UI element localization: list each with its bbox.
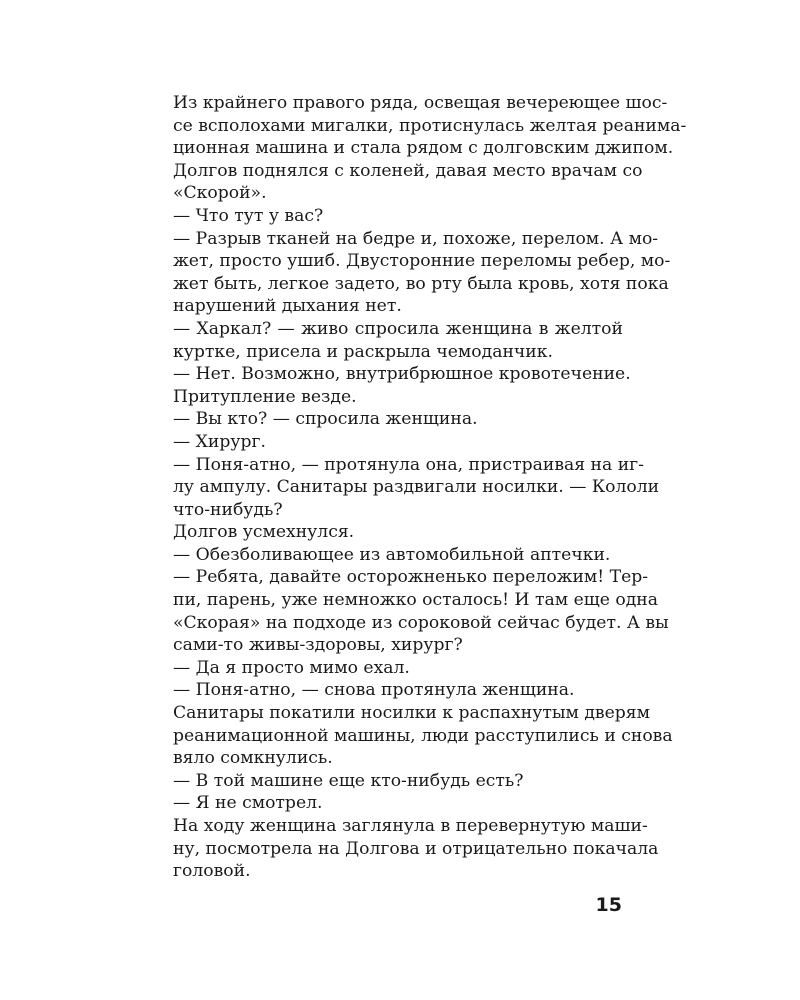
- text-line: сами-то живы-здоровы, хирург?: [173, 635, 463, 656]
- text-line: — Поня-атно, — снова протянула женщина.: [173, 680, 575, 701]
- page-number: 15: [595, 894, 622, 916]
- text-line: — Да я просто мимо ехал.: [173, 657, 410, 678]
- text-line: се всполохами мигалки, протиснулась желтая реанима-: [173, 115, 687, 136]
- text-line: — Хирург.: [173, 431, 266, 452]
- text-line: — Поня-атно, — протянула она, пристраивая на иг-: [173, 454, 644, 475]
- text-line: Из крайнего правого ряда, освещая вечереющее шос-: [173, 93, 668, 113]
- text-line: — Нет. Возможно, внутрибрюшное кровотечение.: [173, 364, 631, 385]
- text-line: ционная машина и стала рядом с долговским джипом.: [173, 138, 674, 159]
- text-line: лу ампулу. Санитары раздвигали носилки. — Кололи: [173, 477, 660, 498]
- text-line: — Разрыв тканей на бедре и, похоже, перелом. А мо-: [173, 228, 659, 249]
- text-line: жет, просто ушиб. Двусторонние переломы ребер, мо-: [173, 251, 671, 272]
- body-text: [173, 92, 687, 883]
- text-line: Долгов поднялся с коленей, давая место врачам со: [173, 160, 643, 181]
- text-line: — В той машине еще кто-нибудь есть?: [173, 770, 524, 791]
- text-line: «Скорой».: [173, 183, 267, 204]
- text-line: — Харкал? — живо спросила женщина в желтой: [173, 318, 623, 339]
- text-line: жет быть, легкое задето, во рту была кровь, хотя пока: [173, 273, 669, 294]
- text-line: Санитары покатили носилки к распахнутым дверям: [173, 703, 650, 724]
- text-line: головой.: [173, 861, 251, 882]
- text-line: Притупление везде.: [173, 386, 357, 407]
- text-line: Долгов усмехнулся.: [173, 522, 355, 543]
- text-line: вяло сомкнулись.: [173, 748, 333, 769]
- text-line: куртке, присела и раскрыла чемоданчик.: [173, 341, 553, 362]
- text-line: — Вы кто? — спросила женщина.: [173, 409, 478, 430]
- text-line: ну, посмотрела на Долгова и отрицательно покачала: [173, 838, 659, 859]
- text-line: нарушений дыхания нет.: [173, 296, 402, 317]
- text-line: что-нибудь?: [173, 499, 283, 520]
- text-line: — Обезболивающее из автомобильной аптечки.: [173, 544, 611, 565]
- text-line: пи, парень, уже немножко осталось! И там еще одна: [173, 590, 658, 611]
- text-line: — Я не смотрел.: [173, 793, 323, 814]
- text-line: «Скорая» на подходе из сороковой сейчас будет. А вы: [173, 612, 669, 633]
- text-line: На ходу женщина заглянула в перевернутую маши-: [173, 816, 648, 836]
- text-line: — Что тут у вас?: [173, 205, 324, 226]
- text-line: реанимационной машины, люди расступились и снова: [173, 725, 673, 746]
- text-line: — Ребята, давайте осторожненько переложим! Тер-: [173, 567, 649, 588]
